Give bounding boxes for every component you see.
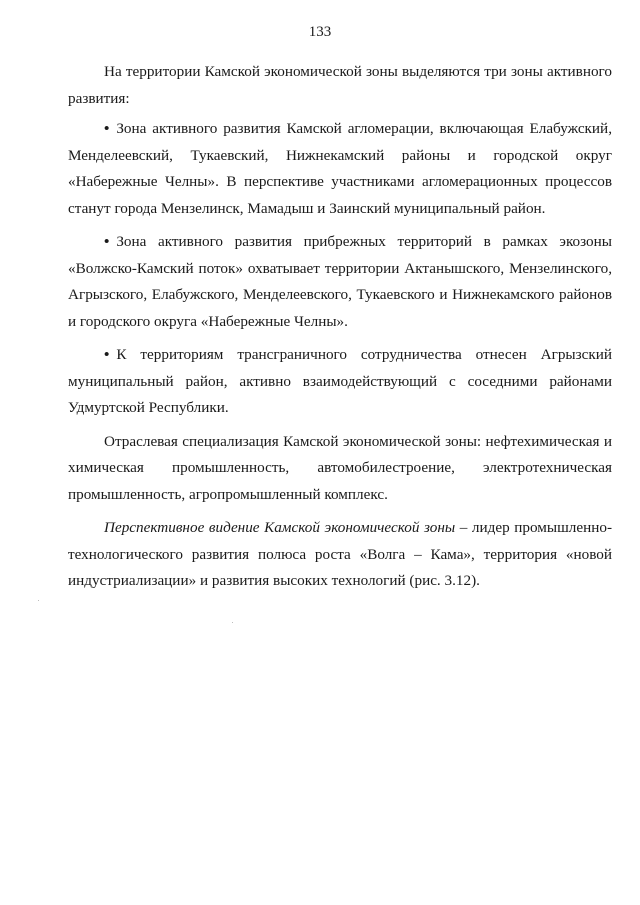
bullet-text: Зона активного развития прибрежных территорий в рамках экозоны «Волжско-Камский поток» охватывает территории Актанышского, Мензелинского, Агрызского, Елабужского, Менделеевского, Тукаевского и Нижнекамского районов и городского округа «Набережные Челны». [68, 233, 612, 330]
bullet-text: Зона активного развития Камской агломерации, включающая Елабужский, Менделеевский, Тукаевский, Нижнекамский районы и городской округ «Набережные Челны». В перспективе участниками агломерационных процессов станут города Мензелинск, Мамадыш и Заинский муниципальный район. [68, 120, 612, 217]
scan-speck [232, 622, 233, 623]
bullet-text: К территориям трансграничного сотрудничества отнесен Агрызский муниципальный район, активно взаимодействующий с соседними районами Удмуртской Республики. [68, 346, 612, 416]
bullet-item-cross-border [68, 342, 612, 422]
page-number: 133 [308, 24, 332, 40]
vision-lead: Перспективное видение Камской экономической зоны [104, 519, 456, 536]
bullet-item-agglomeration [68, 116, 612, 222]
specialization-paragraph: Отраслевая специализация Камской экономической зоны: нефтехимическая и химическая промышленность, автомобилестроение, электротехническая промышленность, агропромышленный комплекс. [68, 432, 612, 503]
intro-paragraph: На территории Камской экономической зоны выделяются три зоны активного развития: [68, 63, 612, 107]
page-body [68, 59, 612, 602]
bullet-icon: • [104, 346, 110, 363]
vision-text: – лидер промышленно-технологического развития полюса роста «Волга – Кама», территория «новой индустриализации» и развития высоких технологий (рис. 3.12). [68, 519, 612, 589]
bullet-icon: • [104, 233, 110, 250]
bullet-item-coastal-zone [68, 229, 612, 335]
scan-speck [38, 600, 39, 601]
bullet-icon: • [104, 120, 110, 137]
vision-paragraph [68, 515, 612, 595]
